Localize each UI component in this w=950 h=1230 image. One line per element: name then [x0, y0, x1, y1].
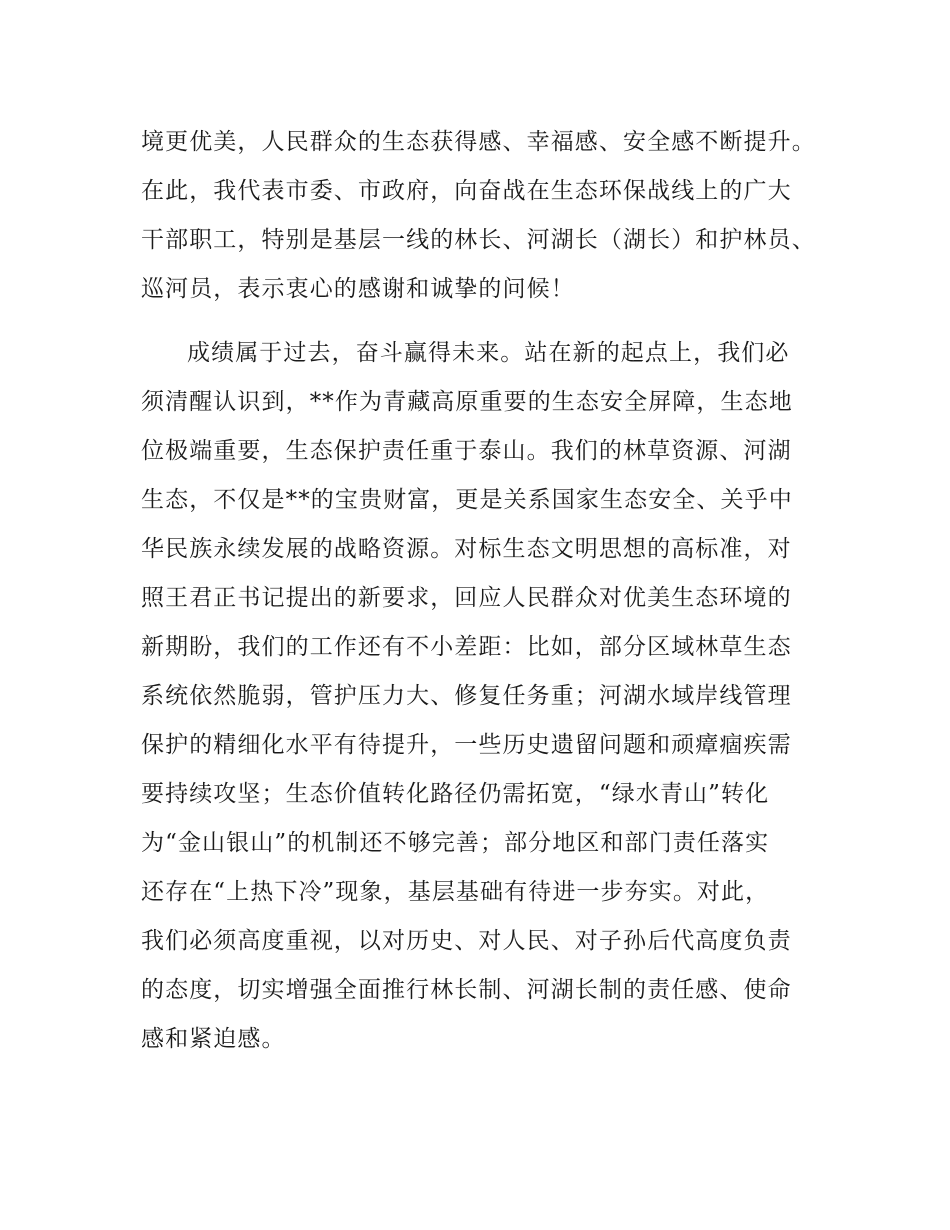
text-line: 成绩属于过去，奋斗赢得未来。站在新的起点上，我们必 — [187, 340, 790, 366]
text-line: 的态度，切实增强全面推行林长制、河湖长制的责任感、使命 — [141, 977, 792, 1003]
text-line: 照王君正书记提出的新要求，回应人民群众对优美生态环境的 — [141, 585, 792, 611]
text-line: 在此，我代表市委、市政府，向奋战在生态环保战线上的广大 — [141, 178, 792, 204]
text-line: 系统依然脆弱，管护压力大、修复任务重；河湖水域岸线管理 — [141, 683, 792, 709]
text-line: 干部职工，特别是基层一线的林长、河湖长（湖长）和护林员、 — [141, 227, 816, 253]
text-line: 位极端重要，生态保护责任重于泰山。我们的林草资源、河湖 — [141, 438, 792, 464]
text-line: 为“金山银山”的机制还不够完善；部分地区和部门责任落实 — [141, 830, 770, 856]
text-line: 我们必须高度重视，以对历史、对人民、对子孙后代高度负责 — [141, 928, 792, 954]
text-line: 须清醒认识到，**作为青藏高原重要的生态安全屏障，生态地 — [141, 389, 793, 415]
text-line: 境更优美，人民群众的生态获得感、幸福感、安全感不断提升。 — [141, 129, 816, 155]
text-line: 感和紧迫感。 — [141, 1026, 286, 1052]
text-line: 华民族永续发展的战略资源。对标生态文明思想的高标准，对 — [141, 536, 792, 562]
text-line: 新期盼，我们的工作还有不小差距：比如，部分区域林草生态 — [141, 634, 792, 660]
text-line: 要持续攻坚；生态价值转化路径仍需拓宽，“绿水青山”转化 — [141, 781, 770, 807]
text-line: 巡河员，表示衷心的感谢和诚挚的问候！ — [141, 276, 575, 302]
text-line: 生态，不仅是**的宝贵财富，更是关系国家生态安全、关乎中 — [141, 487, 793, 513]
text-line: 保护的精细化水平有待提升，一些历史遗留问题和顽瘴痼疾需 — [141, 732, 792, 758]
text-line: 还存在“上热下冷”现象，基层基础有待进一步夯实。对此， — [141, 879, 770, 905]
